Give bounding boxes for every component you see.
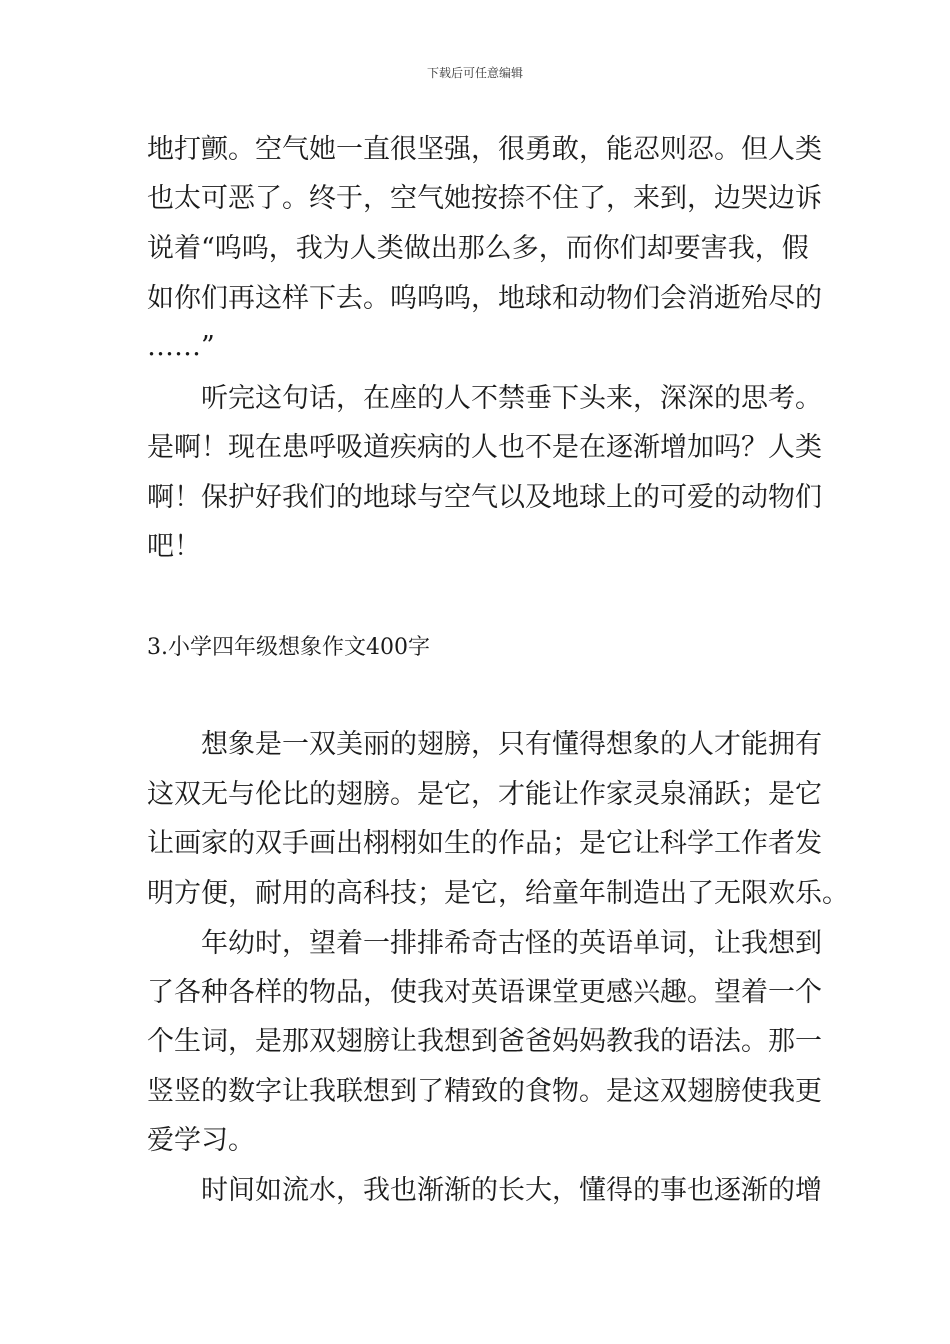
body-text-line: 啊！保护好我们的地球与空气以及地球上的可爱的动物们 xyxy=(147,482,822,513)
body-text-line: 是啊！现在患呼吸道疾病的人也不是在逐渐增加吗？人类 xyxy=(147,432,822,463)
body-text-line: 了各种各样的物品，使我对英语课堂更感兴趣。望着一个 xyxy=(147,977,822,1008)
body-text-line: 说着“呜呜，我为人类做出那么多，而你们却要害我，假 xyxy=(147,233,809,264)
body-text-line: 也太可恶了。终于，空气她按捺不住了，来到，边哭边诉 xyxy=(147,183,822,214)
body-text-line: 竖竖的数字让我联想到了精致的食物。是这双翅膀使我更 xyxy=(147,1076,822,1107)
body-text-line: 如你们再这样下去。呜呜呜，地球和动物们会消逝殆尽的 xyxy=(147,283,822,314)
body-text-line: 地打颤。空气她一直很坚强，很勇敢，能忍则忍。但人类 xyxy=(147,134,822,165)
body-text-line: 吧！ xyxy=(147,531,201,562)
body-text-line: 年幼时，望着一排排希奇古怪的英语单词，让我想到 xyxy=(147,928,822,959)
body-text-line: 明方便，耐用的高科技；是它，给童年制造出了无限欢乐。 xyxy=(147,878,849,909)
body-text-line: 时间如流水，我也渐渐的长大，懂得的事也逐渐的增 xyxy=(147,1175,822,1206)
body-text-line: 个生词，是那双翅膀让我想到爸爸妈妈教我的语法。那一 xyxy=(147,1026,822,1057)
page-header: 下载后可任意编辑 xyxy=(426,66,523,80)
body-text-line: 爱学习。 xyxy=(147,1125,255,1156)
body-text-line: 这双无与伦比的翅膀。是它，才能让作家灵泉涌跃；是它 xyxy=(147,779,822,810)
body-text-line: 听完这句话，在座的人不禁垂下头来，深深的思考。 xyxy=(147,383,822,414)
body-text-line: ……” xyxy=(147,331,215,362)
body-text-line: 让画家的双手画出栩栩如生的作品；是它让科学工作者发 xyxy=(147,828,822,859)
section-heading: 3.小学四年级想象作文400字 xyxy=(147,635,430,660)
body-text-line: 想象是一双美丽的翅膀，只有懂得想象的人才能拥有 xyxy=(147,729,822,760)
